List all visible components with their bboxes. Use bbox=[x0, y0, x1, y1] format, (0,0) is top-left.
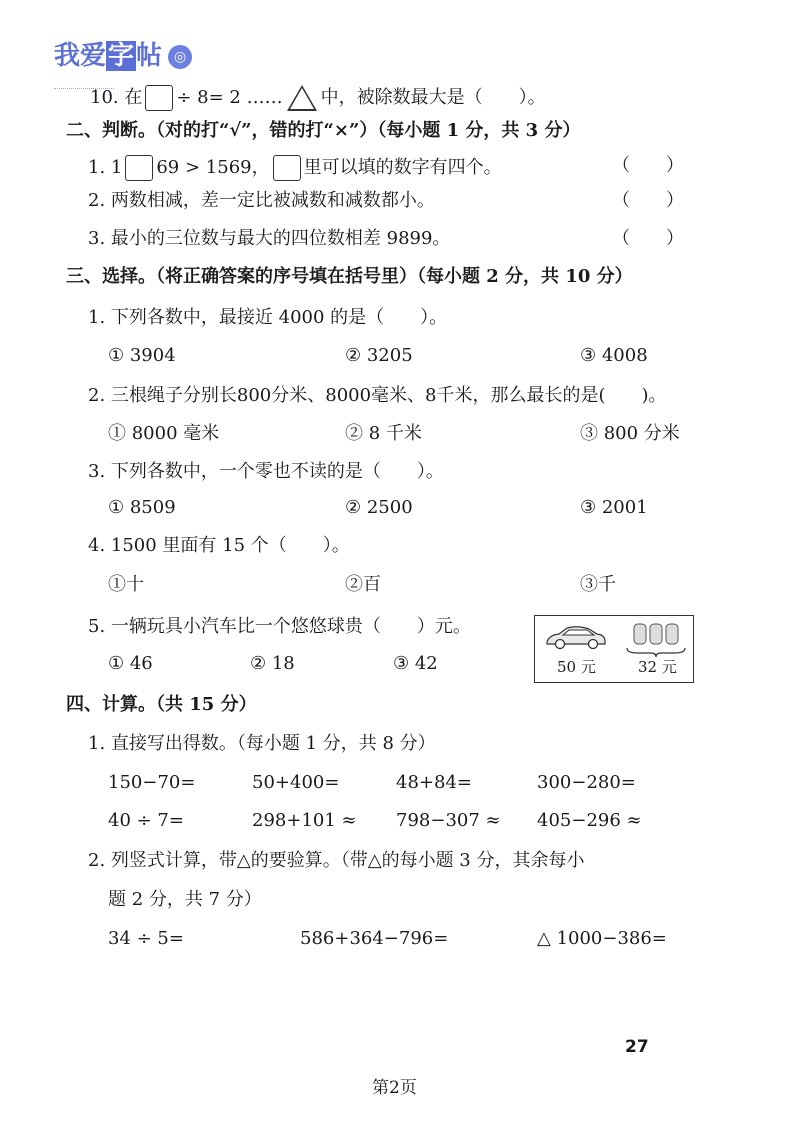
page-number: 27 bbox=[625, 1037, 649, 1057]
judge-1-paren: （ ） bbox=[612, 155, 684, 176]
choice-2-option-2: ② 8 千米 bbox=[345, 423, 422, 444]
choice-1-option-2: ② 3205 bbox=[345, 345, 413, 366]
judge-item-2: 2. 两数相减，差一定比被减数和减数都小。 bbox=[88, 190, 435, 211]
watermark-logo: 我爱字帖 ◎ bbox=[54, 40, 192, 72]
calc-r1-c1: 150−70= bbox=[108, 772, 196, 793]
calc-r3-c3: △ 1000−386= bbox=[537, 928, 667, 949]
calc-r2-c3: 798−307 ≈ bbox=[396, 810, 501, 831]
choice-3-question: 3. 下列各数中，一个零也不读的是（ ）。 bbox=[88, 461, 444, 482]
brace-icon bbox=[625, 646, 687, 658]
q10-prefix: 10. 在 bbox=[90, 87, 143, 108]
choice-4-option-3: ③千 bbox=[580, 574, 616, 595]
choice-5-option-3: ③ 42 bbox=[393, 653, 438, 674]
calc-r1-c2: 50+400= bbox=[252, 772, 340, 793]
calc-r1-c3: 48+84= bbox=[396, 772, 472, 793]
choice-3-option-1: ① 8509 bbox=[108, 497, 176, 518]
choice-4-option-1: ①十 bbox=[108, 574, 144, 595]
logo-badge-icon: ◎ bbox=[168, 45, 192, 69]
choice-2-option-1: ① 8000 毫米 bbox=[108, 423, 220, 444]
section-3-title: 三、选择。（将正确答案的序号填在括号里）（每小题 2 分，共 10 分） bbox=[66, 266, 633, 287]
choice-1-option-1: ① 3904 bbox=[108, 345, 176, 366]
judge-1-post: 69 > 1569， bbox=[156, 157, 270, 178]
choice-1-option-3: ③ 4008 bbox=[580, 345, 648, 366]
calc-r2-c2: 298+101 ≈ bbox=[252, 810, 357, 831]
question-10 bbox=[90, 85, 546, 111]
section-4-title: 四、计算。（共 15 分） bbox=[66, 694, 257, 715]
calc-sub-2-line-1: 2. 列竖式计算，带△的要验算。（带△的每小题 3 分，其余每小 bbox=[88, 850, 585, 871]
choice-1-question: 1. 下列各数中，最接近 4000 的是（ ）。 bbox=[88, 307, 448, 328]
choice-5-question: 5. 一辆玩具小汽车比一个悠悠球贵（ ）元。 bbox=[88, 616, 471, 637]
judge-3-paren: （ ） bbox=[612, 228, 684, 249]
blank-box bbox=[273, 155, 301, 181]
choice-4-option-2: ②百 bbox=[345, 574, 381, 595]
choice-5-option-2: ② 18 bbox=[250, 653, 295, 674]
yoyo-ball-icon bbox=[632, 622, 682, 646]
judge-1-pre: 1. 1 bbox=[88, 157, 123, 178]
judge-item-1 bbox=[88, 155, 502, 181]
blank-box bbox=[145, 85, 173, 111]
calc-r3-c2: 586+364−796= bbox=[300, 928, 449, 949]
choice-2-question: 2. 三根绳子分别长800分米、8000毫米、8千米，那么最长的是( )。 bbox=[88, 385, 667, 406]
calc-r3-c1: 34 ÷ 5= bbox=[108, 928, 184, 949]
q10-mid: ÷ 8= 2 …… bbox=[176, 87, 283, 108]
logo-text-2: 帖 bbox=[136, 41, 163, 71]
calc-r2-c4: 405−296 ≈ bbox=[537, 810, 642, 831]
toy-car-icon bbox=[545, 624, 607, 650]
page-footer: 第2页 bbox=[372, 1078, 417, 1098]
calc-sub-1: 1. 直接写出得数。（每小题 1 分，共 8 分） bbox=[88, 733, 436, 754]
logo-text: 我爱 bbox=[54, 41, 107, 71]
judge-item-3: 3. 最小的三位数与最大的四位数相差 9899。 bbox=[88, 228, 451, 249]
choice-2-option-3: ③ 800 分米 bbox=[580, 423, 680, 444]
choice-3-option-2: ② 2500 bbox=[345, 497, 413, 518]
calc-r2-c1: 40 ÷ 7= bbox=[108, 810, 184, 831]
calc-r1-c4: 300−280= bbox=[537, 772, 636, 793]
choice-4-question: 4. 1500 里面有 15 个（ ）。 bbox=[88, 535, 350, 556]
price-picture bbox=[534, 615, 694, 683]
choice-3-option-3: ③ 2001 bbox=[580, 497, 648, 518]
ball-price: 32 元 bbox=[638, 658, 677, 676]
q10-suffix: 中，被除数最大是（ ）。 bbox=[320, 87, 546, 108]
triangle-icon bbox=[287, 85, 317, 111]
section-2-title: 二、判断。（对的打“√”，错的打“×”）（每小题 1 分，共 3 分） bbox=[66, 120, 581, 141]
calc-sub-2-line-2: 题 2 分，共 7 分） bbox=[108, 889, 262, 910]
choice-5-option-1: ① 46 bbox=[108, 653, 153, 674]
judge-2-paren: （ ） bbox=[612, 190, 684, 211]
judge-1-post2: 里可以填的数字有四个。 bbox=[303, 157, 502, 178]
car-price: 50 元 bbox=[557, 658, 596, 676]
blank-box bbox=[125, 155, 153, 181]
